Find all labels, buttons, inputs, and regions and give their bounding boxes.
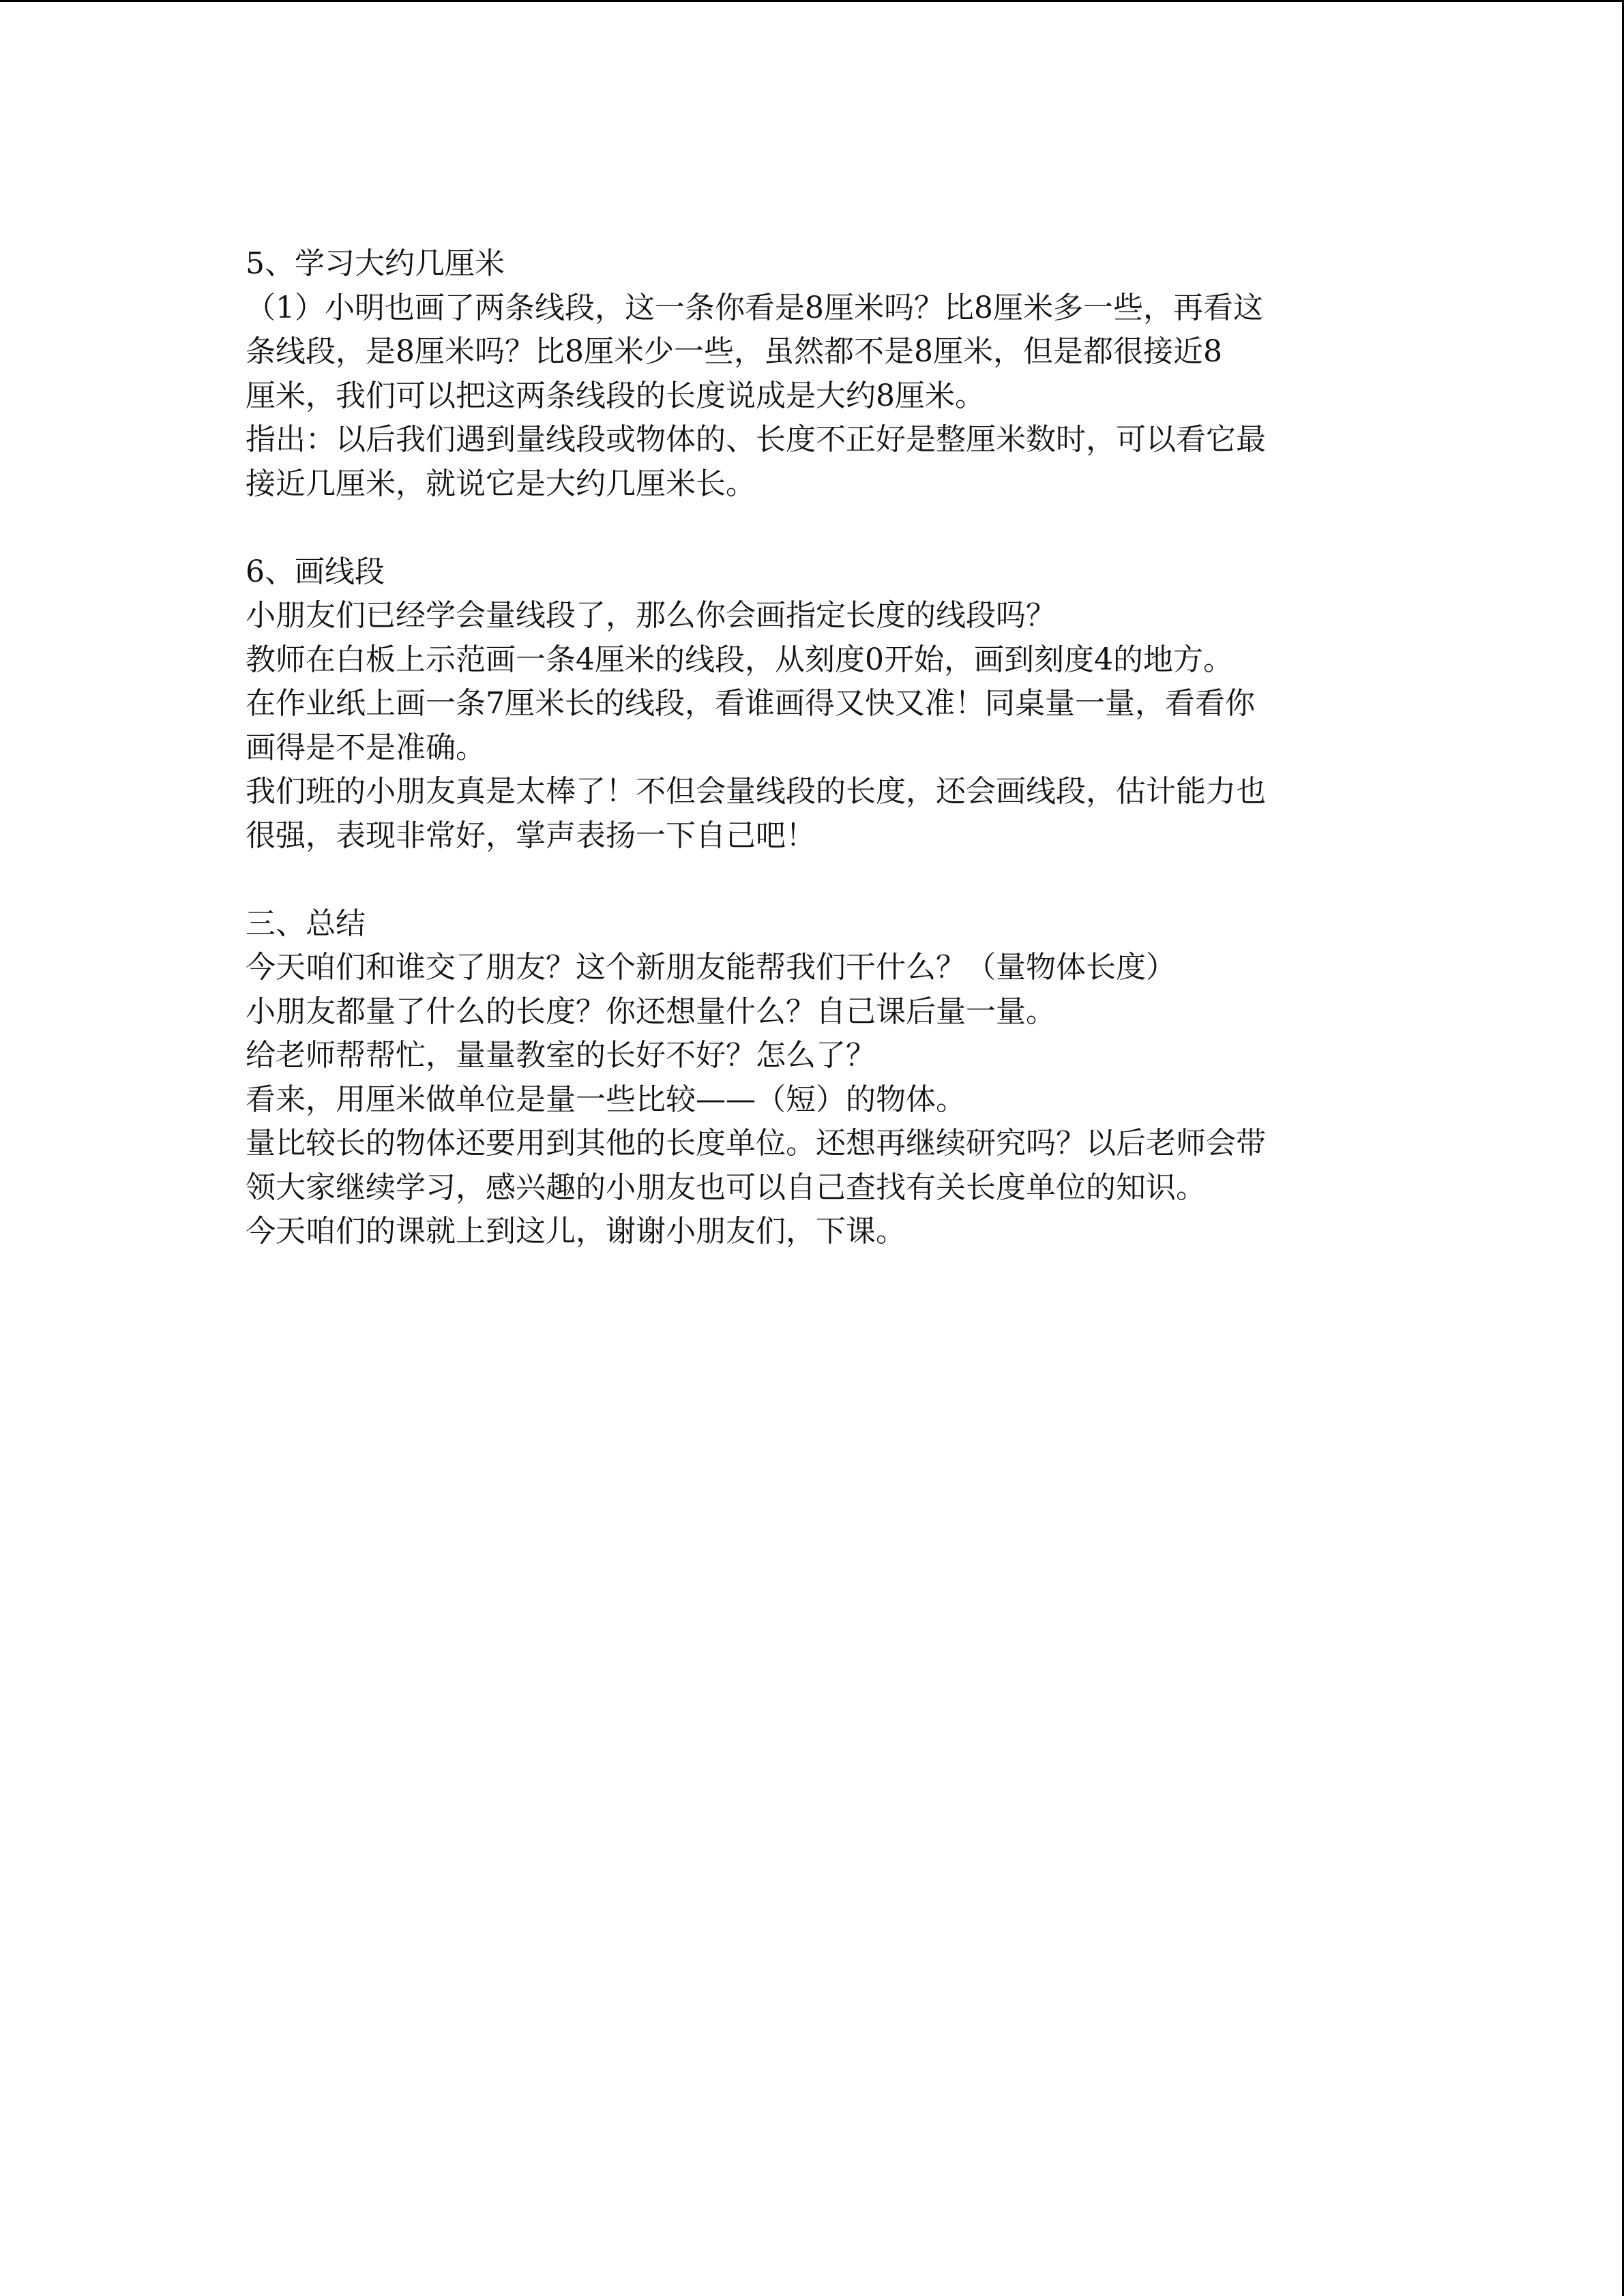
blank-line: [246, 858, 1391, 902]
document-body: [246, 242, 1391, 1254]
paragraph-line: 今天咱们和谁交了朋友？这个新朋友能帮我们干什么？（量物体长度）: [246, 950, 1176, 985]
section-draw-segment: [246, 550, 1391, 859]
section-heading: 三、总结: [246, 906, 366, 941]
paragraph-line: 给老师帮帮忙，量量教室的长好不好？怎么了？: [246, 1038, 876, 1073]
blank-line: [246, 506, 1391, 550]
section-heading: 6、画线段: [246, 554, 385, 589]
paragraph-line: 看来，用厘米做单位是量一些比较——（短）的物体。: [246, 1082, 966, 1117]
paragraph-line: 小朋友们已经学会量线段了，那么你会画指定长度的线段吗？: [246, 598, 1056, 633]
section-heading: 5、学习大约几厘米: [246, 246, 505, 281]
paragraph-line: 教师在白板上示范画一条4厘米的线段，从刻度0开始，画到刻度4的地方。: [246, 642, 1233, 677]
section-estimate-cm: [246, 242, 1391, 506]
paragraph-line: 厘米，我们可以把这两条线段的长度说成是大约8厘米。: [246, 378, 985, 413]
paragraph-line: 领大家继续学习，感兴趣的小朋友也可以自己查找有关长度单位的知识。: [246, 1169, 1206, 1205]
paragraph-line: 很强，表现非常好，掌声表扬一下自己吧！: [246, 818, 816, 853]
paragraph-line: 接近几厘米，就说它是大约几厘米长。: [246, 466, 756, 501]
paragraph-line: 指出：以后我们遇到量线段或物体的、长度不正好是整厘米数时，可以看它最: [246, 422, 1266, 457]
paragraph-line: 今天咱们的课就上到这儿，谢谢小朋友们，下课。: [246, 1214, 906, 1249]
section-summary: [246, 902, 1391, 1254]
paragraph-line: 小朋友都量了什么的长度？你还想量什么？自己课后量一量。: [246, 994, 1056, 1029]
paragraph-line: （1）小明也画了两条线段，这一条你看是8厘米吗？比8厘米多一些，再看这: [246, 290, 1263, 325]
paragraph-line: 量比较长的物体还要用到其他的长度单位。还想再继续研究吗？以后老师会带: [246, 1126, 1266, 1161]
paragraph-line: 在作业纸上画一条7厘米长的线段，看谁画得又快又准！同桌量一量，看看你: [246, 686, 1255, 721]
paragraph-line: 我们班的小朋友真是太棒了！不但会量线段的长度，还会画线段，估计能力也: [246, 774, 1266, 809]
paragraph-line: 画得是不是准确。: [246, 730, 486, 765]
paragraph-line: 条线段，是8厘米吗？比8厘米少一些，虽然都不是8厘米，但是都很接近8: [246, 334, 1222, 369]
